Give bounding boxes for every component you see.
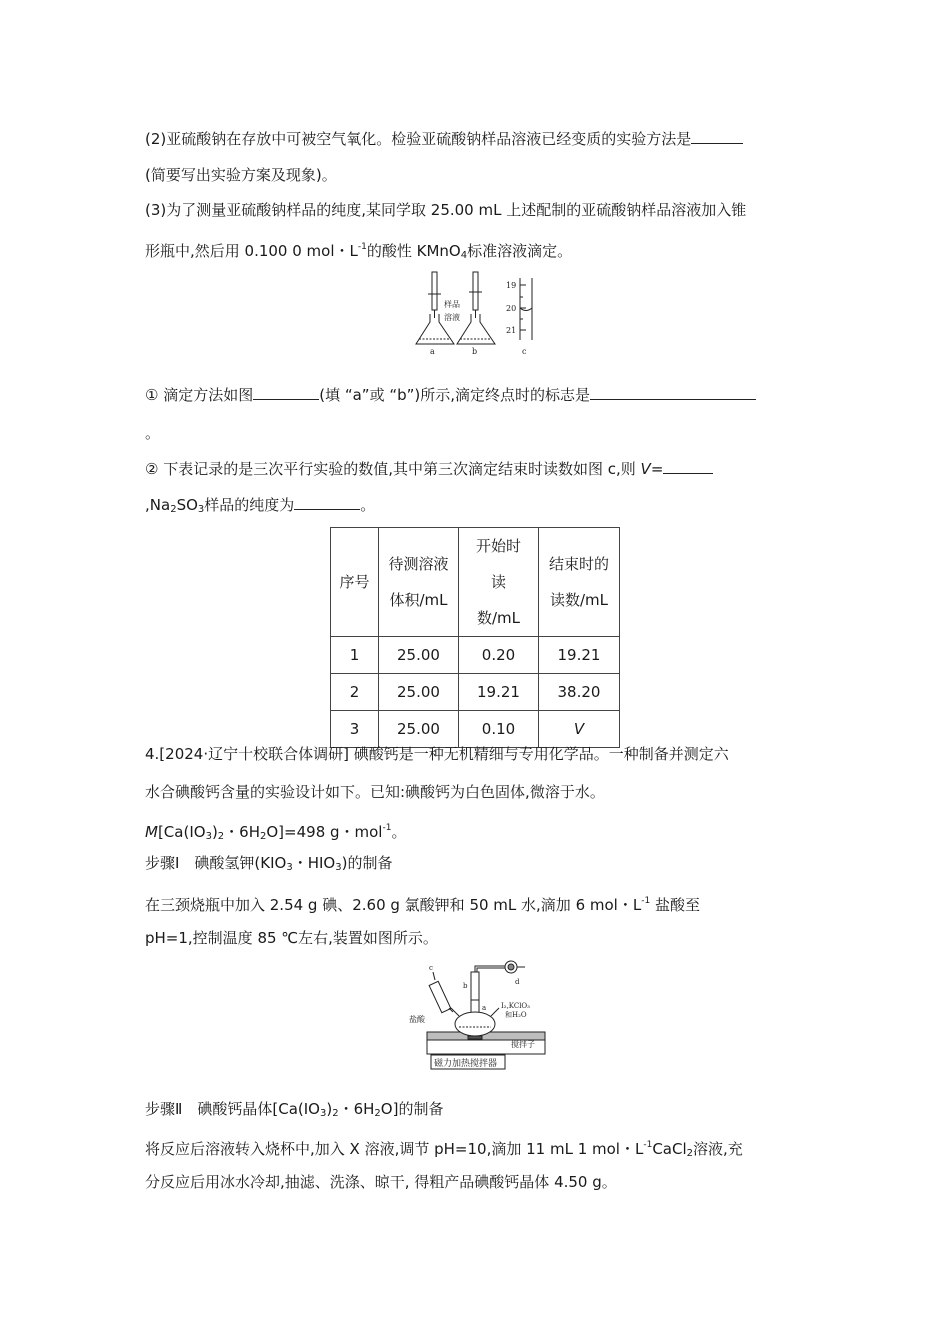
- apparatus-figure: [405, 958, 550, 1073]
- step1-line2: pH=1,控制温度 85 ℃左右,装置如图所示。: [145, 929, 438, 947]
- table-cell: 0.10: [459, 711, 539, 748]
- q4-line2: 水合碘酸钙含量的实验设计如下。已知:碘酸钙为白色固体,微溶于水。: [145, 783, 605, 801]
- table-cell: 25.00: [379, 674, 459, 711]
- q3-2-line2: $,Na_2SO_3$样品的纯度为 。: [145, 496, 376, 515]
- table-cell: 2: [331, 674, 379, 711]
- q2-line2: (简要写出实验方案及现象)。: [145, 166, 337, 184]
- q3-1-line1: ① 滴定方法如图 (填 “a”或 “b”)所示,滴定终点时的标志是: [145, 384, 756, 405]
- table-row: [331, 711, 620, 748]
- tick-19: 19: [506, 281, 517, 290]
- answer-blank[interactable]: [663, 458, 713, 474]
- table-cell: 1: [331, 637, 379, 674]
- burette-scale-c: [520, 278, 532, 340]
- table-cell: 25.00: [379, 711, 459, 748]
- condenser: [471, 966, 505, 1000]
- titration-figure: [410, 270, 550, 358]
- label-b: b: [463, 982, 468, 990]
- table-header: 待测溶液 体积/mL: [379, 528, 459, 637]
- label-c: c: [429, 964, 433, 972]
- table-cell: 3: [331, 711, 379, 748]
- step2-title: 步骤Ⅱ 碘酸钙晶体[$Ca(IO_3)_2$・$6H_2O$]的制备: [145, 1100, 444, 1119]
- table-cell: 19.21: [539, 637, 620, 674]
- table-header: 结束时的 读数/mL: [539, 528, 620, 637]
- label-stir-bar: 搅拌子: [511, 1040, 535, 1049]
- label-a: a: [430, 347, 435, 356]
- table-cell: 19.21: [459, 674, 539, 711]
- tick-21: 21: [506, 326, 517, 335]
- step1-line1: 在三颈烧瓶中加入 2.54 g 碘、2.60 g 氯酸钾和 50 mL 水,滴加 6 mol・$L^{-1}$ 盐酸至: [145, 896, 700, 914]
- burette-a: [428, 272, 441, 318]
- table-header: 序号: [331, 528, 379, 637]
- tick-20: 20: [506, 304, 517, 313]
- q3-line2: 形瓶中,然后用 0.100 0 mol・$L^{-1}$的酸性 KMnO$_4$标准溶液滴定。: [145, 242, 573, 261]
- table-cell: 0.20: [459, 637, 539, 674]
- label-reagent1: I₂,KClO₃: [501, 1002, 530, 1010]
- label-b: b: [472, 347, 478, 356]
- flask-b: [457, 314, 495, 344]
- label-sample: 样品: [444, 300, 460, 309]
- label-a: a: [482, 1004, 487, 1012]
- q4-line1: 4.[2024·辽宁十校联合体调研] 碘酸钙是一种无机精细与专用化学品。一种制备并测定六: [145, 745, 729, 763]
- step1-title: 步骤Ⅰ 碘酸氢钾($KIO_3$・$HIO_3$)的制备: [145, 854, 393, 873]
- burette-b: [469, 272, 482, 318]
- table-header: 开始时 读 数/mL: [459, 528, 539, 637]
- table-cell: 25.00: [379, 637, 459, 674]
- table-cell: 38.20: [539, 674, 620, 711]
- titration-table: [330, 527, 620, 748]
- table-cell: V: [539, 711, 620, 748]
- table-row: [331, 674, 620, 711]
- answer-blank[interactable]: [294, 494, 360, 510]
- label-reagent2: 和H₂O: [505, 1011, 527, 1019]
- step2-line2: 分反应后用冰水冷却,抽滤、洗涤、晾干, 得粗产品碘酸钙晶体 4.50 g。: [145, 1173, 617, 1191]
- label-stirrer: 磁力加热搅拌器: [434, 1059, 498, 1069]
- q2-line1: (2)亚硫酸钠在存放中可被空气氧化。检验亚硫酸钠样品溶液已经变质的实验方法是: [145, 128, 743, 149]
- q3-1-line2: 。: [145, 424, 161, 442]
- absorption-bulb: [505, 961, 525, 973]
- table-header-row: [331, 528, 620, 637]
- label-hcl: 盐酸: [409, 1015, 425, 1024]
- q4-molar-mass: $M[Ca(IO_3)_2$・$6H_2O]=498$ g・mol$^{-1}$。: [145, 823, 407, 842]
- label-c: c: [522, 347, 527, 356]
- label-d: d: [515, 978, 520, 986]
- table-row: [331, 637, 620, 674]
- step2-line1: 将反应后溶液转入烧杯中,加入 X 溶液,调节 pH=10,滴加 11 mL 1 mol・$L^{-1}CaCl_2$溶液,充: [145, 1140, 743, 1159]
- answer-blank[interactable]: [253, 384, 319, 400]
- q3-2-line1: ② 下表记录的是三次平行实验的数值,其中第三次滴定结束时读数如图 c,则 V=: [145, 458, 713, 479]
- answer-blank[interactable]: [691, 128, 743, 144]
- answer-blank[interactable]: [590, 384, 756, 400]
- label-solution: 溶液: [444, 313, 460, 322]
- dropping-funnel: [429, 972, 453, 1013]
- q3-line1: (3)为了测量亚硫酸钠样品的纯度,某同学取 25.00 mL 上述配制的亚硫酸钠样品溶液加入锥: [145, 201, 747, 219]
